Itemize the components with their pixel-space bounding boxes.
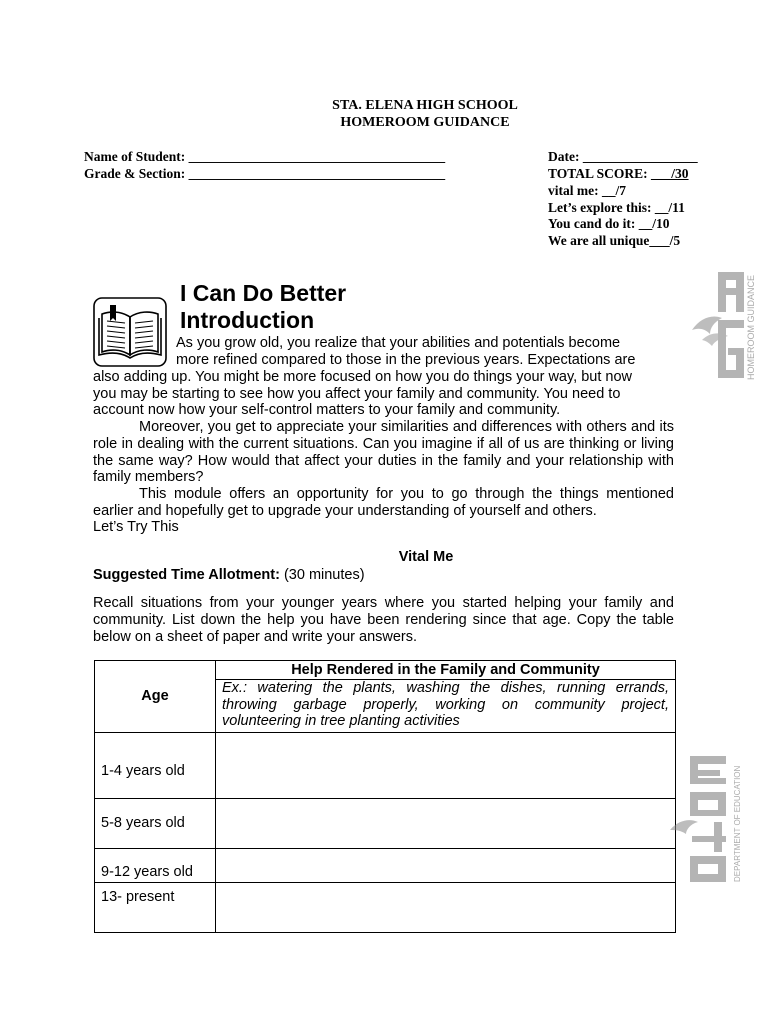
total-score-value: ___/30 xyxy=(651,166,689,181)
activity-title: Vital Me xyxy=(398,549,454,565)
lesson-title: I Can Do Better xyxy=(180,280,347,306)
table-header-row xyxy=(95,661,676,680)
help-rendered-header: Help Rendered in the Family and Community xyxy=(216,661,676,680)
total-score-row xyxy=(548,165,689,182)
name-blank: ______________________________________ xyxy=(188,149,446,164)
open-book-icon xyxy=(93,297,167,367)
table-row xyxy=(95,732,676,798)
introduction-heading: Introduction xyxy=(180,307,315,333)
age-cell: 5-8 years old xyxy=(95,798,216,848)
date-row xyxy=(548,148,698,165)
date-label: Date: xyxy=(548,149,580,164)
grade-label: Grade & Section: xyxy=(84,166,186,181)
paragraph-2-text: Moreover, you get to appreciate your similarities and differences with others and its role in dealing with the current situations. Can you imagine if all of us are thinking or living the same way? How would that affect your duties in the family and your relationship with family members? xyxy=(93,419,674,486)
subject-title: HOMEROOM GUIDANCE xyxy=(340,115,510,130)
grade-section-row xyxy=(84,165,445,182)
score-we-are-all-unique: We are all unique___/5 xyxy=(548,233,681,248)
time-allotment-value: (30 minutes) xyxy=(283,567,365,583)
time-allotment xyxy=(93,567,365,583)
deped-watermark xyxy=(668,752,752,886)
intro-line-3: also adding up. You might be more focused on how you do things your way, but now xyxy=(93,369,632,385)
age-cell: 13- present xyxy=(95,882,216,932)
total-score-label: TOTAL SCORE: xyxy=(548,166,648,181)
answer-cell[interactable] xyxy=(216,798,676,848)
table-row xyxy=(95,848,676,882)
answer-cell[interactable] xyxy=(216,848,676,882)
time-allotment-label: Suggested Time Allotment: xyxy=(93,567,280,583)
score-you-can-do-it: You cand do it: __/10 xyxy=(548,216,670,231)
intro-line-5: account now how your self-control matters to your family and community. xyxy=(93,402,561,418)
intro-line-2: more refined compared to those in the previous years. Expectations are xyxy=(176,352,636,368)
help-rendered-table xyxy=(94,660,676,933)
table-row xyxy=(95,798,676,848)
paragraph-3-text: This module offers an opportunity for you to go through the things mentioned earlier and hopefully get to upgrade your understanding of yourself and others. xyxy=(93,486,674,519)
name-label: Name of Student: xyxy=(84,149,186,164)
score-lets-explore: Let’s explore this: __/11 xyxy=(548,200,685,215)
age-header: Age xyxy=(95,661,216,733)
age-cell: 1-4 years old xyxy=(95,732,216,798)
svg-text:DEPARTMENT OF EDUCATION: DEPARTMENT OF EDUCATION xyxy=(733,765,742,882)
answer-cell[interactable] xyxy=(216,732,676,798)
date-blank: _________________ xyxy=(582,149,698,164)
activity-instructions: Recall situations from your younger years where you started helping your family and community. List down the help you have been rendering since that age. Copy the table below on a sheet of paper and write your answers. xyxy=(93,595,674,645)
intro-paragraph-2 xyxy=(93,419,674,486)
example-text: Ex.: watering the plants, washing the dishes, running errands, throwing garbage properly, working on community project, volunteering in tree planting activities xyxy=(216,680,676,733)
school-name: STA. ELENA HIGH SCHOOL xyxy=(332,98,518,113)
intro-paragraph-3 xyxy=(93,486,674,520)
intro-line-1: As you grow old, you realize that your abilities and potentials become xyxy=(176,335,621,351)
grade-blank: ______________________________________ xyxy=(188,166,446,181)
answer-cell[interactable] xyxy=(216,882,676,932)
homeroom-guidance-watermark xyxy=(688,268,760,386)
table-row xyxy=(95,882,676,932)
lets-try-this-label: Let’s Try This xyxy=(93,519,179,535)
intro-line-4: you may be starting to see how you affect your family and community. You need to xyxy=(93,386,621,402)
age-cell: 9-12 years old xyxy=(95,848,216,882)
name-of-student-row xyxy=(84,148,445,165)
score-vital-me: vital me: __/7 xyxy=(548,183,626,198)
svg-text:HOMEROOM GUIDANCE: HOMEROOM GUIDANCE xyxy=(746,274,756,380)
